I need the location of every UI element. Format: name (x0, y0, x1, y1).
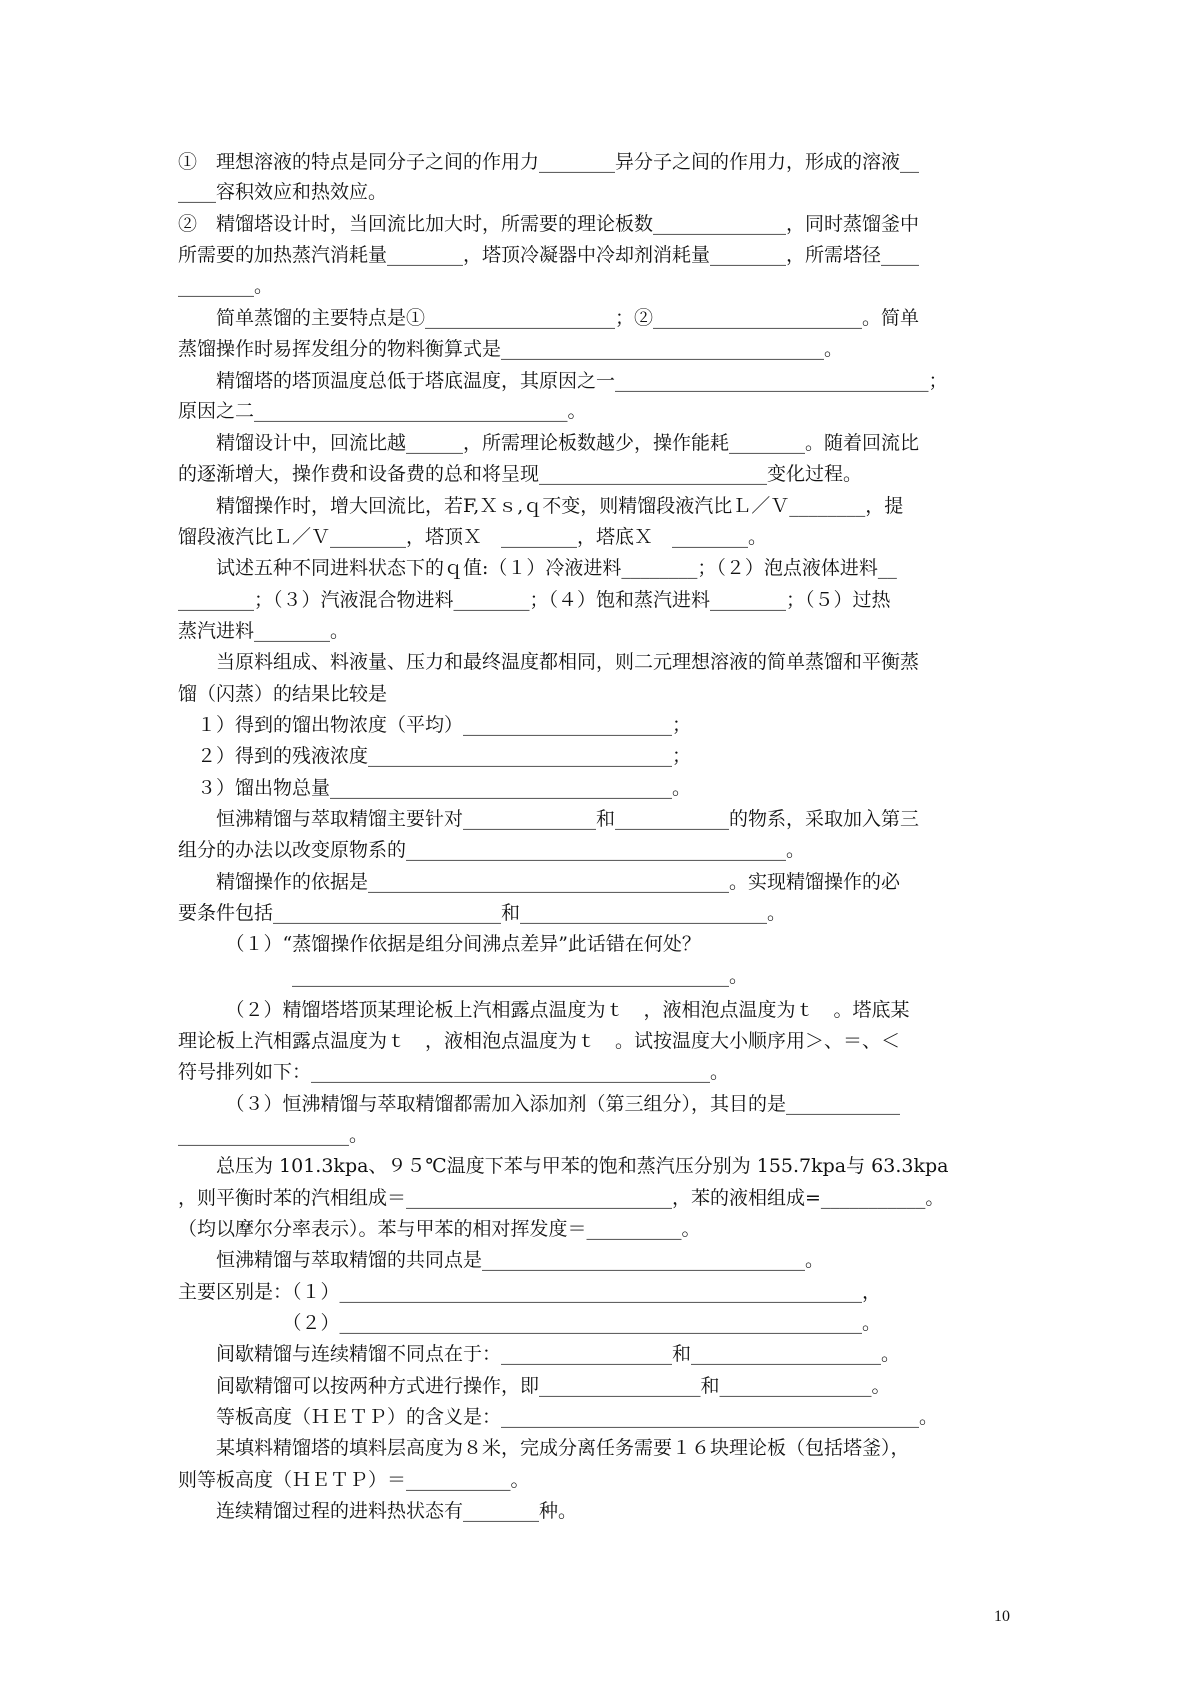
text-line: 等板高度（ＨＥＴＰ）的含义是：____________________________________________。 (178, 1406, 939, 1428)
text-line: ____容积效应和热效应。 (178, 181, 388, 203)
text-line: 精馏操作的依据是______________________________________。实现精馏操作的必 (178, 871, 901, 893)
text-line: １）得到的馏出物浓度（平均）______________________； (178, 714, 692, 736)
text-line: （２）_______________________________________________________。 (178, 1312, 882, 1334)
text-line: 组分的办法以改变原物系的________________________________________。 (178, 839, 806, 861)
text-line: 简单蒸馏的主要特点是①____________________；②______________________。简单 (178, 307, 920, 329)
text-line: 原因之二_________________________________。 (178, 400, 587, 422)
text-line: 符号排列如下：__________________________________________。 (178, 1061, 730, 1083)
page-number: 10 (994, 1608, 1010, 1625)
text-line: 主要区别是：（１）_______________________________________________________， (178, 1281, 882, 1303)
text-line: 某填料精馏塔的填料层高度为８米，完成分离任务需要１６块理论板（包括塔釜）， (178, 1437, 910, 1459)
text-line: 精馏塔的塔顶温度总低于塔底温度，其原因之一_________________________________； (178, 370, 948, 392)
text-line: 馏（闪蒸）的结果比较是 (178, 683, 388, 705)
text-line: 馏段液汽比Ｌ／Ｖ________，塔顶Ｘ ________，塔底Ｘ ________。 (178, 526, 768, 548)
text-line: （均以摩尔分率表示）。苯与甲苯的相对挥发度＝__________。 (178, 1218, 701, 1240)
text-line: 理论板上汽相露点温度为ｔ ，液相泡点温度为ｔ 。试按温度大小顺序用＞、＝、＜ (178, 1030, 901, 1052)
text-line: ３）馏出物总量____________________________________。 (178, 777, 692, 799)
text-line: 总压为 101.3kpa、９５℃温度下苯与甲苯的饱和蒸汽压分别为 155.7kpa与 63.3kpa (178, 1155, 949, 1177)
text-line: ② 精馏塔设计时，当回流比加大时，所需要的理论板数______________，同时蒸馏釜中 (178, 213, 920, 235)
text-line: ________。 (178, 275, 274, 297)
text-line: __________________。 (178, 1124, 369, 1146)
text-line: 精馏操作时，增大回流比，若F,Ｘｓ,ｑ不变，则精馏段液汽比Ｌ／Ｖ________，提 (178, 495, 904, 517)
text-line: 恒沸精馏与萃取精馏的共同点是__________________________________。 (178, 1249, 825, 1271)
text-line: 连续精馏过程的进料热状态有________种。 (178, 1500, 578, 1522)
text-line: 当原料组成、料液量、压力和最终温度都相同，则二元理想溶液的简单蒸馏和平衡蒸 (178, 651, 920, 673)
text-line: ２）得到的残液浓度________________________________； (178, 745, 692, 767)
text-line: ，则平衡时苯的汽相组成＝____________________________，苯的液相组成=___________。 (178, 1187, 945, 1209)
text-line: ① 理想溶液的特点是同分子之间的作用力________异分子之间的作用力，形成的溶液__ (178, 151, 920, 173)
text-line: 所需要的加热蒸汽消耗量________，塔顶冷凝器中冷却剂消耗量________，所需塔径____ (178, 244, 920, 266)
text-line: 恒沸精馏与萃取精馏主要针对______________和____________的物系，采取加入第三 (178, 808, 920, 830)
text-line: ______________________________________________。 (178, 965, 749, 987)
text-line: （１）“蒸馏操作依据是组分间沸点差异”此话错在何处？ (178, 933, 701, 955)
text-line: 试述五种不同进料状态下的ｑ值:（１）冷液进料________；（２）泡点液体进料__ (178, 557, 897, 579)
text-line: 蒸汽进料________。 (178, 620, 350, 642)
text-line: 蒸馏操作时易挥发组分的物料衡算式是__________________________________。 (178, 338, 844, 360)
text-line: 要条件包括________________________和__________________________。 (178, 902, 787, 924)
text-line: （２）精馏塔塔顶某理论板上汽相露点温度为ｔ ，液相泡点温度为ｔ 。塔底某 (178, 999, 910, 1021)
text-line: 精馏设计中，回流比越______，所需理论板数越少，操作能耗________。随着回流比 (178, 432, 920, 454)
text-line: （３）恒沸精馏与萃取精馏都需加入添加剂（第三组分），其目的是____________ (178, 1093, 901, 1115)
text-line: 则等板高度（ＨＥＴＰ）＝___________。 (178, 1469, 530, 1491)
text-line: 间歇精馏可以按两种方式进行操作，即_________________和________________。 (178, 1375, 891, 1397)
text-line: 的逐渐增大，操作费和设备费的总和将呈现________________________变化过程。 (178, 463, 863, 485)
text-line: ________；（３）汽液混合物进料________；（４）饱和蒸汽进料________；（５）过热 (178, 589, 891, 611)
text-line: 间歇精馏与连续精馏不同点在于：__________________和____________________。 (178, 1343, 901, 1365)
